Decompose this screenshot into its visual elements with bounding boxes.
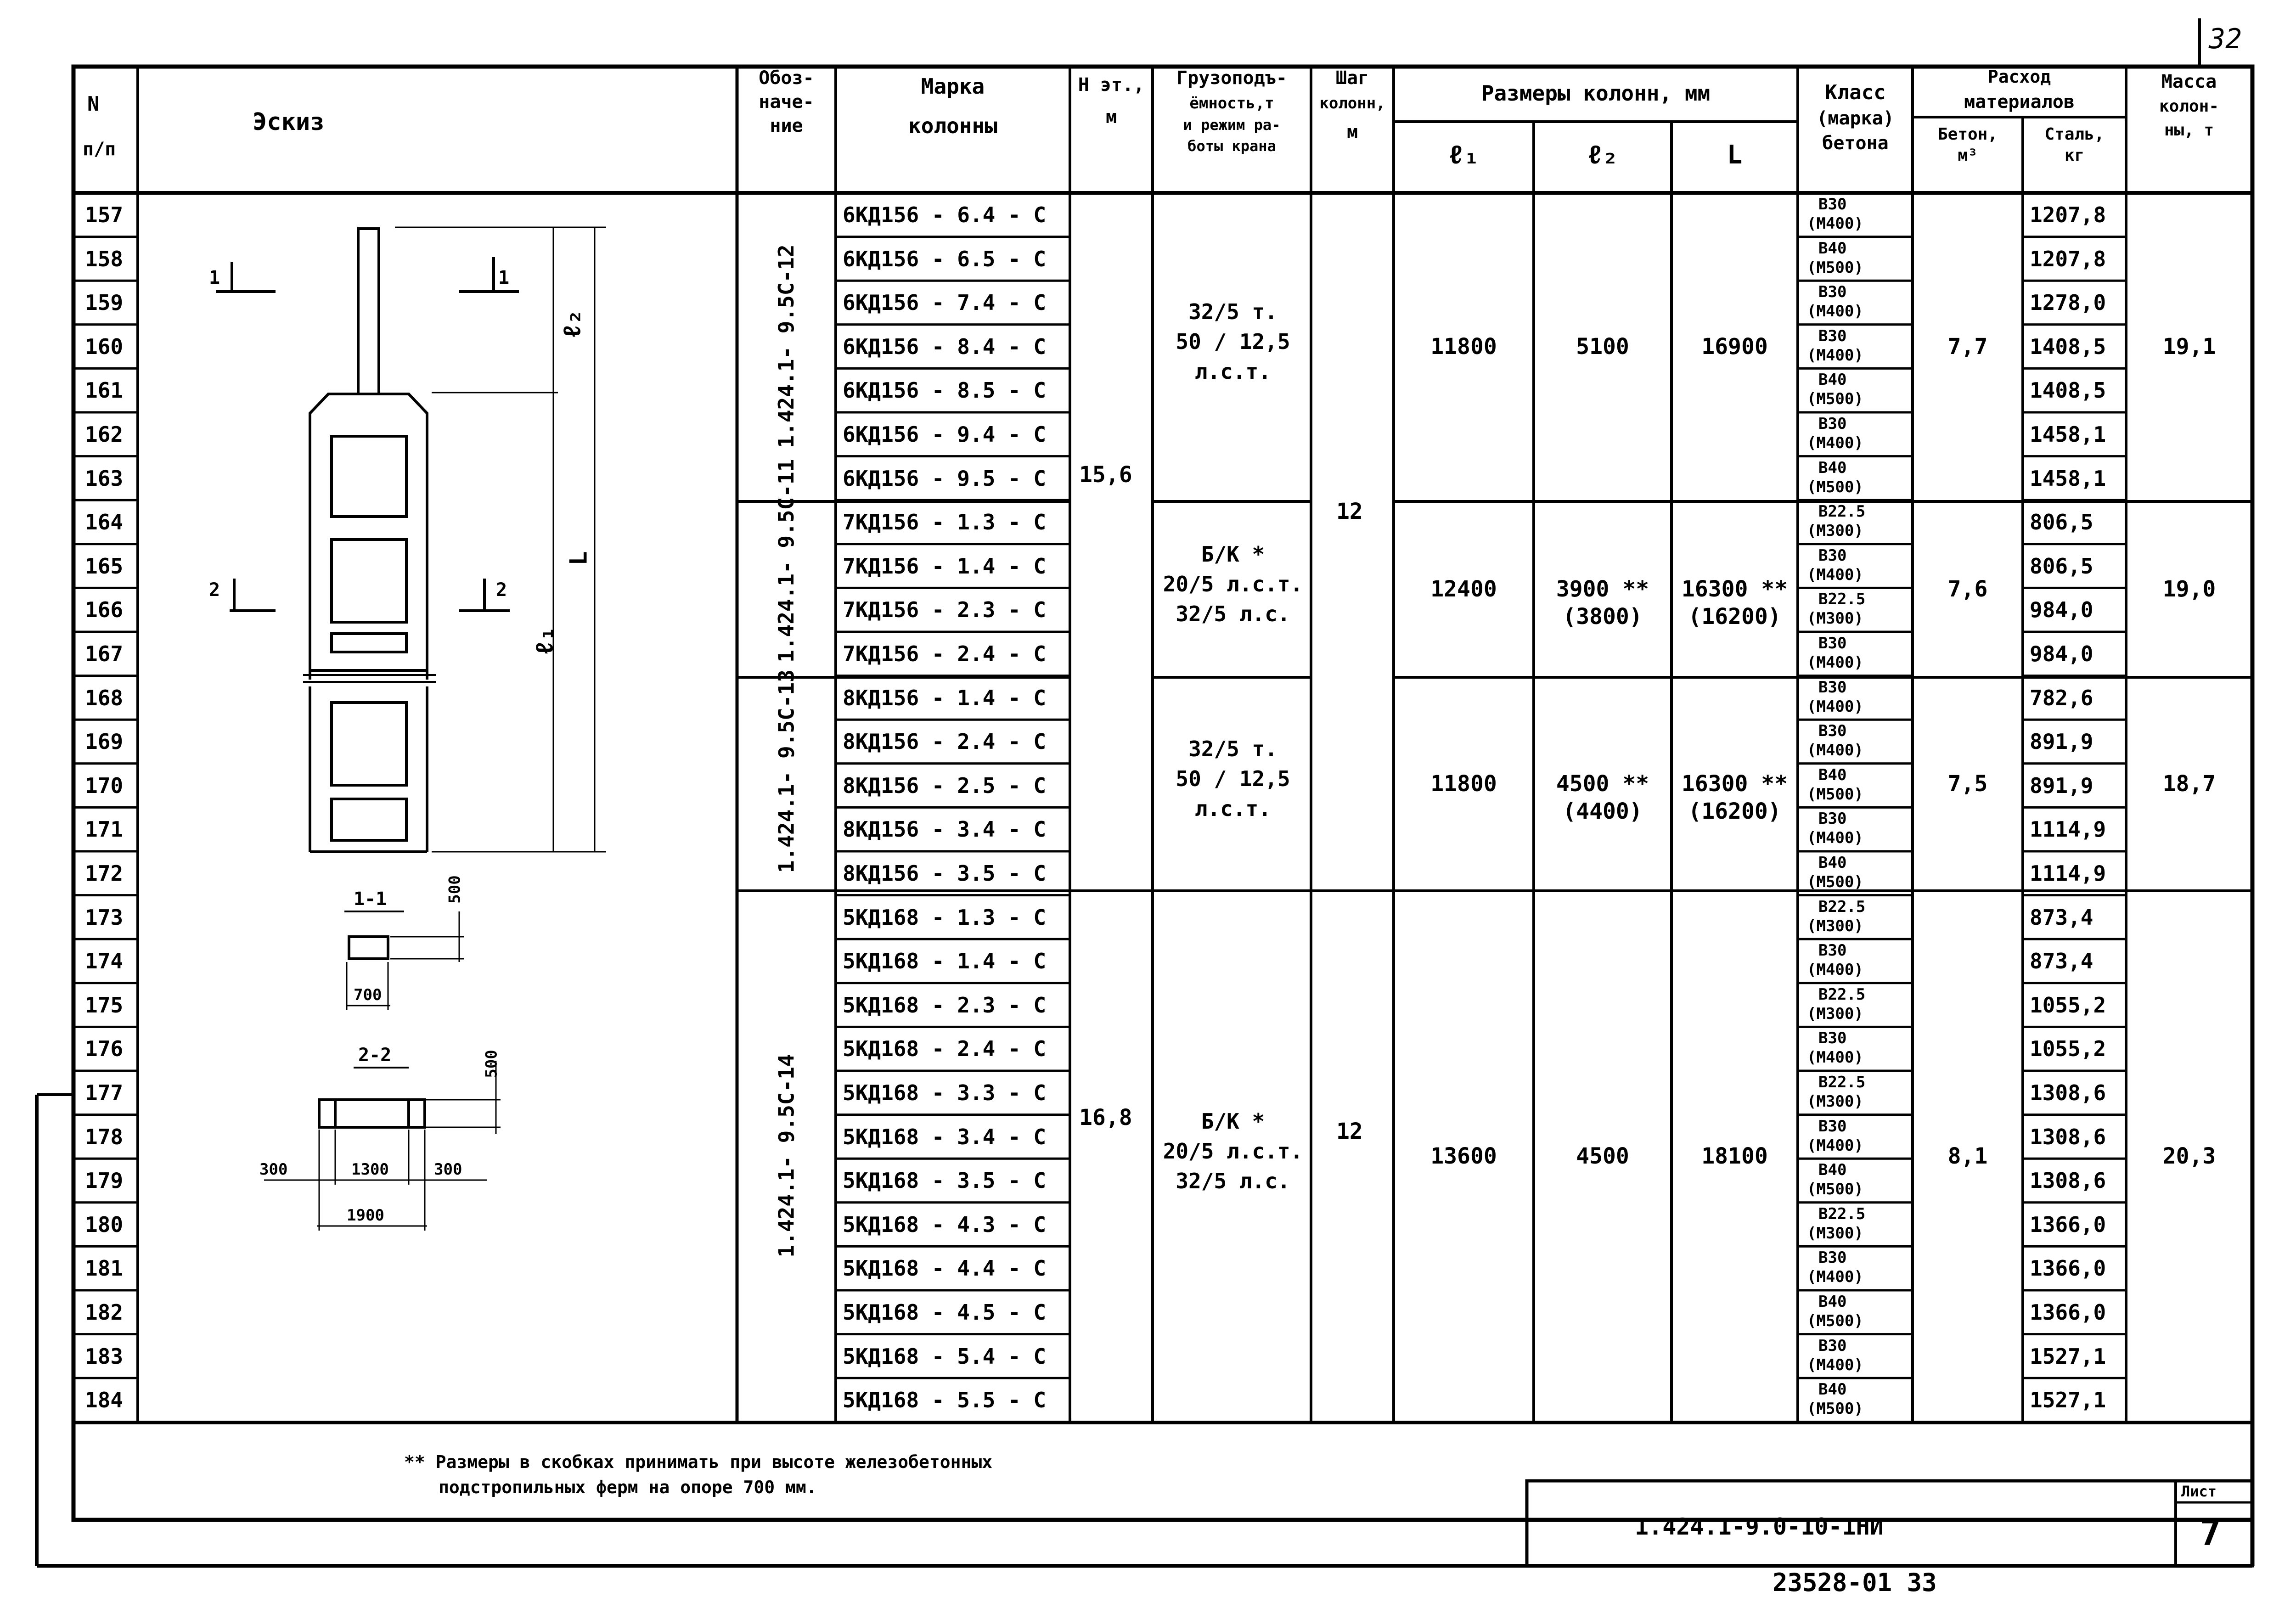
concrete-class: В30 — [1818, 678, 1847, 697]
column-mass: 19,1 — [2162, 334, 2216, 360]
concrete-grade: (М300) — [1807, 522, 1863, 540]
dim-l2: 4500 ** — [1556, 770, 1649, 797]
steel-consumption: 806,5 — [2030, 510, 2093, 535]
section-2-2-dim300-right: 300 — [434, 1160, 462, 1179]
sketch-l2-label: ℓ₂ — [558, 309, 586, 339]
dim-l1: 13600 — [1430, 1143, 1497, 1169]
concrete-grade: (М500) — [1807, 1400, 1863, 1418]
row-number: 184 — [85, 1388, 124, 1413]
crane-capacity: 20/5 л.с.т. — [1163, 571, 1303, 596]
column-mark: 5КД168 - 3.4 - С — [843, 1124, 1047, 1149]
concrete-class: В30 — [1818, 722, 1847, 741]
designation: 1.424.1- 9.5С-11 — [773, 459, 799, 663]
concrete-grade: (М300) — [1807, 1004, 1863, 1023]
row-number: 166 — [85, 597, 124, 623]
column-mark: 8КД156 - 3.5 - С — [843, 861, 1047, 886]
dim-l1: 12400 — [1430, 576, 1497, 602]
concrete-class: В30 — [1818, 941, 1847, 960]
steel-consumption: 1366,0 — [2030, 1256, 2106, 1281]
row-number: 173 — [85, 905, 124, 930]
header-dims: Размеры колонн, мм — [1481, 81, 1711, 106]
concrete-grade: (М400) — [1807, 1136, 1863, 1155]
header-crane: Грузоподъ- ёмность,т и режим ра- боты крана — [1176, 67, 1287, 155]
row-number: 168 — [85, 685, 124, 710]
header-concrete-vol: Бетон, м³ — [1937, 125, 1998, 165]
dim-L: (16200) — [1688, 603, 1781, 630]
crane-capacity: л.с.т. — [1194, 359, 1272, 384]
dim-l1: 11800 — [1430, 770, 1497, 797]
steel-consumption: 1055,2 — [2030, 992, 2106, 1018]
steel-consumption: 806,5 — [2030, 553, 2093, 579]
column-sketch — [216, 227, 606, 1231]
steel-consumption: 1366,0 — [2030, 1212, 2106, 1237]
row-number: 179 — [85, 1168, 124, 1193]
column-mark: 7КД156 - 1.3 - С — [843, 510, 1047, 535]
column-mark: 5КД168 - 5.4 - С — [843, 1344, 1047, 1369]
column-mark: 7КД156 - 2.4 - С — [843, 641, 1047, 666]
row-number: 160 — [85, 334, 124, 359]
concrete-grade: (М400) — [1807, 302, 1863, 321]
header-class: Класс (марка) бетона — [1817, 81, 1894, 154]
top-page-number: 32 — [2209, 23, 2242, 55]
concrete-grade: (М400) — [1807, 434, 1863, 452]
crane-capacity: 20/5 л.с.т. — [1163, 1139, 1303, 1164]
row-number: 162 — [85, 422, 124, 447]
header-steel: Сталь, кг — [2044, 125, 2105, 165]
concrete-grade: (М400) — [1807, 741, 1863, 760]
concrete-class: В30 — [1818, 1029, 1847, 1048]
concrete-class: В40 — [1818, 854, 1847, 872]
concrete-grade: (М400) — [1807, 1355, 1863, 1374]
concrete-class: В30 — [1818, 1248, 1847, 1267]
column-mark: 7КД156 - 2.3 - С — [843, 597, 1047, 623]
archive-number: 23528-01 33 — [1773, 1568, 1937, 1597]
concrete-class: В40 — [1818, 765, 1847, 784]
header-l1: ℓ₁ — [1448, 140, 1480, 170]
row-number: 157 — [85, 202, 124, 227]
row-number: 178 — [85, 1124, 124, 1149]
column-mark: 7КД156 - 1.4 - С — [843, 553, 1047, 579]
header-designation: Обоз- наче- ние — [759, 67, 814, 136]
section-1-1-title: 1-1 — [354, 888, 387, 910]
dim-L: 16300 ** — [1681, 576, 1788, 602]
height-cell-1: 15,6 — [1079, 462, 1132, 488]
column-mark: 6КД156 - 8.4 - С — [843, 334, 1047, 359]
header-mark: Марка колонны — [908, 74, 997, 138]
dim-L: 16900 — [1701, 334, 1768, 360]
column-mass: 19,0 — [2162, 576, 2216, 602]
concrete-grade: (М300) — [1807, 917, 1863, 935]
concrete-class: В30 — [1818, 195, 1847, 214]
sketch-cut2-left: 2 — [209, 579, 220, 601]
row-number: 177 — [85, 1080, 124, 1105]
header-num: N — [87, 92, 100, 116]
steel-consumption: 1207,8 — [2030, 246, 2106, 271]
row-number: 164 — [85, 510, 124, 535]
crane-capacity: Б/К * — [1201, 541, 1265, 567]
steel-consumption: 873,4 — [2030, 905, 2093, 930]
column-mark: 6КД156 - 9.4 - С — [843, 422, 1047, 447]
concrete-grade: (М400) — [1807, 1268, 1863, 1287]
column-mark: 5КД168 - 4.5 - С — [843, 1300, 1047, 1325]
row-number: 159 — [85, 290, 124, 315]
concrete-grade: (М500) — [1807, 785, 1863, 804]
column-mark: 5КД168 - 3.5 - С — [843, 1168, 1047, 1193]
steel-consumption: 1458,1 — [2030, 466, 2106, 491]
concrete-volume: 7,6 — [1947, 576, 1988, 602]
steel-consumption: 1207,8 — [2030, 202, 2106, 227]
concrete-class: В22.5 — [1818, 897, 1866, 916]
concrete-grade: (М400) — [1807, 346, 1863, 365]
column-mark: 8КД156 - 1.4 - С — [843, 685, 1047, 710]
concrete-class: В30 — [1818, 634, 1847, 652]
section-2-2-dim500: 500 — [482, 1050, 501, 1078]
concrete-grade: (М500) — [1807, 873, 1863, 891]
column-mark: 8КД156 - 3.4 - С — [843, 817, 1047, 842]
section-2-2-dim1900: 1900 — [347, 1206, 384, 1225]
concrete-grade: (М500) — [1807, 1312, 1863, 1330]
column-mark: 5КД168 - 2.3 - С — [843, 992, 1047, 1018]
column-mark: 6КД156 - 8.5 - С — [843, 378, 1047, 403]
row-number: 169 — [85, 729, 124, 754]
concrete-grade: (М300) — [1807, 1092, 1863, 1111]
steel-consumption: 1308,6 — [2030, 1168, 2106, 1193]
column-mass: 18,7 — [2162, 770, 2216, 797]
concrete-class: В40 — [1818, 458, 1847, 477]
footnote-line1: ** Размеры в скобках принимать при высоте железобетонных — [404, 1452, 993, 1472]
step-cell-1: 12 — [1336, 499, 1363, 524]
column-mark: 5КД168 - 5.5 - С — [843, 1388, 1047, 1413]
sketch-cut2-right: 2 — [496, 579, 507, 601]
steel-consumption: 1308,6 — [2030, 1124, 2106, 1149]
concrete-grade: (М500) — [1807, 390, 1863, 409]
concrete-class: В22.5 — [1818, 1073, 1866, 1091]
row-number: 163 — [85, 466, 124, 491]
row-number: 175 — [85, 992, 124, 1018]
concrete-class: В30 — [1818, 326, 1847, 345]
concrete-volume: 7,5 — [1947, 770, 1988, 797]
row-number: 170 — [85, 773, 124, 798]
sheet-number: 7 — [2200, 1513, 2221, 1554]
sheet-label: Лист — [2181, 1483, 2217, 1500]
header-sketch: Эскиз — [253, 108, 325, 136]
steel-consumption: 891,9 — [2030, 773, 2093, 798]
steel-consumption: 984,0 — [2030, 597, 2093, 623]
header-l2: ℓ₂ — [1587, 140, 1618, 170]
header-num2: п/п — [83, 139, 116, 160]
crane-capacity: 32/5 л.с. — [1176, 601, 1290, 626]
section-2-2-dim1300: 1300 — [351, 1160, 389, 1179]
concrete-grade: (М400) — [1807, 829, 1863, 848]
concrete-grade: (М300) — [1807, 609, 1863, 628]
row-number: 161 — [85, 378, 124, 403]
doc-code: 1.424.1-9.0-10-1НИ — [1635, 1513, 1884, 1540]
row-number: 176 — [85, 1036, 124, 1062]
dim-l1: 11800 — [1430, 334, 1497, 360]
row-number: 181 — [85, 1256, 124, 1281]
column-mark: 6КД156 - 6.5 - С — [843, 246, 1047, 271]
concrete-grade: (М300) — [1807, 1224, 1863, 1243]
column-mark: 6КД156 - 7.4 - С — [843, 290, 1047, 315]
concrete-class: В40 — [1818, 1380, 1847, 1399]
steel-consumption: 1114,9 — [2030, 817, 2106, 842]
concrete-class: В22.5 — [1818, 590, 1866, 609]
crane-capacity: 32/5 т. — [1188, 299, 1277, 324]
concrete-grade: (М500) — [1807, 478, 1863, 496]
row-number: 182 — [85, 1300, 124, 1325]
height-cell-2: 16,8 — [1079, 1105, 1132, 1130]
row-number: 183 — [85, 1344, 124, 1369]
concrete-grade: (М400) — [1807, 653, 1863, 672]
section-1-1-dim700: 700 — [354, 986, 382, 1004]
column-mark: 6КД156 - 6.4 - С — [843, 202, 1047, 227]
crane-capacity: Б/К * — [1201, 1109, 1265, 1134]
concrete-class: В30 — [1818, 546, 1847, 565]
sketch-L-label: L — [565, 551, 593, 566]
crane-capacity: 32/5 т. — [1188, 736, 1277, 761]
concrete-class: В30 — [1818, 1117, 1847, 1136]
sketch-cut1-left: 1 — [209, 267, 220, 288]
footnote-line2: подстропильных ферм на опоре 700 мм. — [439, 1477, 817, 1497]
steel-consumption: 984,0 — [2030, 641, 2093, 666]
steel-consumption: 1527,1 — [2030, 1388, 2106, 1413]
concrete-class: В40 — [1818, 239, 1847, 258]
row-number: 167 — [85, 641, 124, 666]
steel-consumption: 1308,6 — [2030, 1080, 2106, 1105]
concrete-class: В30 — [1818, 1336, 1847, 1355]
sketch-cut1-right: 1 — [498, 267, 510, 288]
column-mark: 5КД168 - 4.4 - С — [843, 1256, 1047, 1281]
dim-l2: 3900 ** — [1556, 576, 1649, 602]
crane-capacity: л.с.т. — [1194, 796, 1272, 821]
column-mark: 5КД168 - 1.4 - С — [843, 949, 1047, 974]
concrete-class: В22.5 — [1818, 1204, 1866, 1223]
steel-consumption: 782,6 — [2030, 685, 2093, 710]
column-mark: 5КД168 - 2.4 - С — [843, 1036, 1047, 1062]
column-mass: 20,3 — [2162, 1143, 2216, 1169]
dim-L: (16200) — [1688, 798, 1781, 824]
crane-capacity: 32/5 л.с. — [1176, 1169, 1290, 1193]
row-number: 171 — [85, 817, 124, 842]
steel-consumption: 1278,0 — [2030, 290, 2106, 315]
steel-consumption: 1527,1 — [2030, 1344, 2106, 1369]
section-2-2-title: 2-2 — [358, 1045, 392, 1066]
steel-consumption: 873,4 — [2030, 949, 2093, 974]
header-height: Н эт., м — [1078, 74, 1145, 128]
column-mark: 5КД168 - 4.3 - С — [843, 1212, 1047, 1237]
header-mass: Масса колон- ны, т — [2159, 71, 2219, 140]
concrete-grade: (М500) — [1807, 258, 1863, 277]
concrete-grade: (М500) — [1807, 1180, 1863, 1199]
row-number: 158 — [85, 246, 124, 271]
steel-consumption: 1408,5 — [2030, 378, 2106, 403]
column-mark: 8КД156 - 2.4 - С — [843, 729, 1047, 754]
steel-consumption: 891,9 — [2030, 729, 2093, 754]
section-2-2-dim300-left: 300 — [259, 1160, 288, 1179]
concrete-class: В22.5 — [1818, 985, 1866, 1004]
header-L: L — [1727, 140, 1743, 170]
steel-consumption: 1114,9 — [2030, 861, 2106, 886]
concrete-class: В30 — [1818, 810, 1847, 828]
concrete-class: В40 — [1818, 1161, 1847, 1180]
concrete-grade: (М400) — [1807, 961, 1863, 979]
concrete-class: В40 — [1818, 371, 1847, 389]
concrete-volume: 7,7 — [1947, 334, 1988, 360]
concrete-class: В40 — [1818, 1293, 1847, 1311]
crane-capacity: 50 / 12,5 — [1176, 329, 1290, 354]
sketch-l1-label: ℓ₁ — [531, 626, 559, 656]
row-number: 180 — [85, 1212, 124, 1237]
row-number: 172 — [85, 861, 124, 886]
column-mark: 8КД156 - 2.5 - С — [843, 773, 1047, 798]
concrete-grade: (М400) — [1807, 697, 1863, 716]
designation: 1.424.1- 9.5С-14 — [773, 1054, 799, 1258]
header-step: Шаг колонн, м — [1319, 67, 1385, 143]
concrete-volume: 8,1 — [1947, 1143, 1988, 1169]
dim-L: 16300 ** — [1681, 770, 1788, 797]
concrete-grade: (М400) — [1807, 1048, 1863, 1067]
row-number: 174 — [85, 949, 124, 974]
header-consumption: Расход материалов — [1964, 67, 2075, 112]
column-mark: 5КД168 - 3.3 - С — [843, 1080, 1047, 1105]
steel-consumption: 1366,0 — [2030, 1300, 2106, 1325]
dim-l2: (4400) — [1563, 798, 1643, 824]
concrete-class: В30 — [1818, 283, 1847, 302]
dim-L: 18100 — [1701, 1143, 1768, 1169]
column-mark: 6КД156 - 9.5 - С — [843, 466, 1047, 491]
column-mark: 5КД168 - 1.3 - С — [843, 905, 1047, 930]
concrete-grade: (М400) — [1807, 214, 1863, 233]
designation: 1.424.1- 9.5С-13 — [773, 669, 799, 873]
dim-l2: (3800) — [1563, 603, 1643, 630]
designation: 1.424.1- 9.5С-12 — [773, 244, 799, 448]
section-1-1-dim500: 500 — [445, 875, 464, 904]
concrete-class: В22.5 — [1818, 502, 1866, 521]
crane-capacity: 50 / 12,5 — [1176, 766, 1290, 791]
steel-consumption: 1408,5 — [2030, 334, 2106, 359]
concrete-grade: (М400) — [1807, 565, 1863, 584]
dim-l2: 5100 — [1576, 334, 1629, 360]
dim-l2: 4500 — [1576, 1143, 1629, 1169]
row-number: 165 — [85, 553, 124, 579]
step-cell-2: 12 — [1336, 1119, 1363, 1144]
concrete-class: В30 — [1818, 415, 1847, 433]
steel-consumption: 1055,2 — [2030, 1036, 2106, 1062]
steel-consumption: 1458,1 — [2030, 422, 2106, 447]
